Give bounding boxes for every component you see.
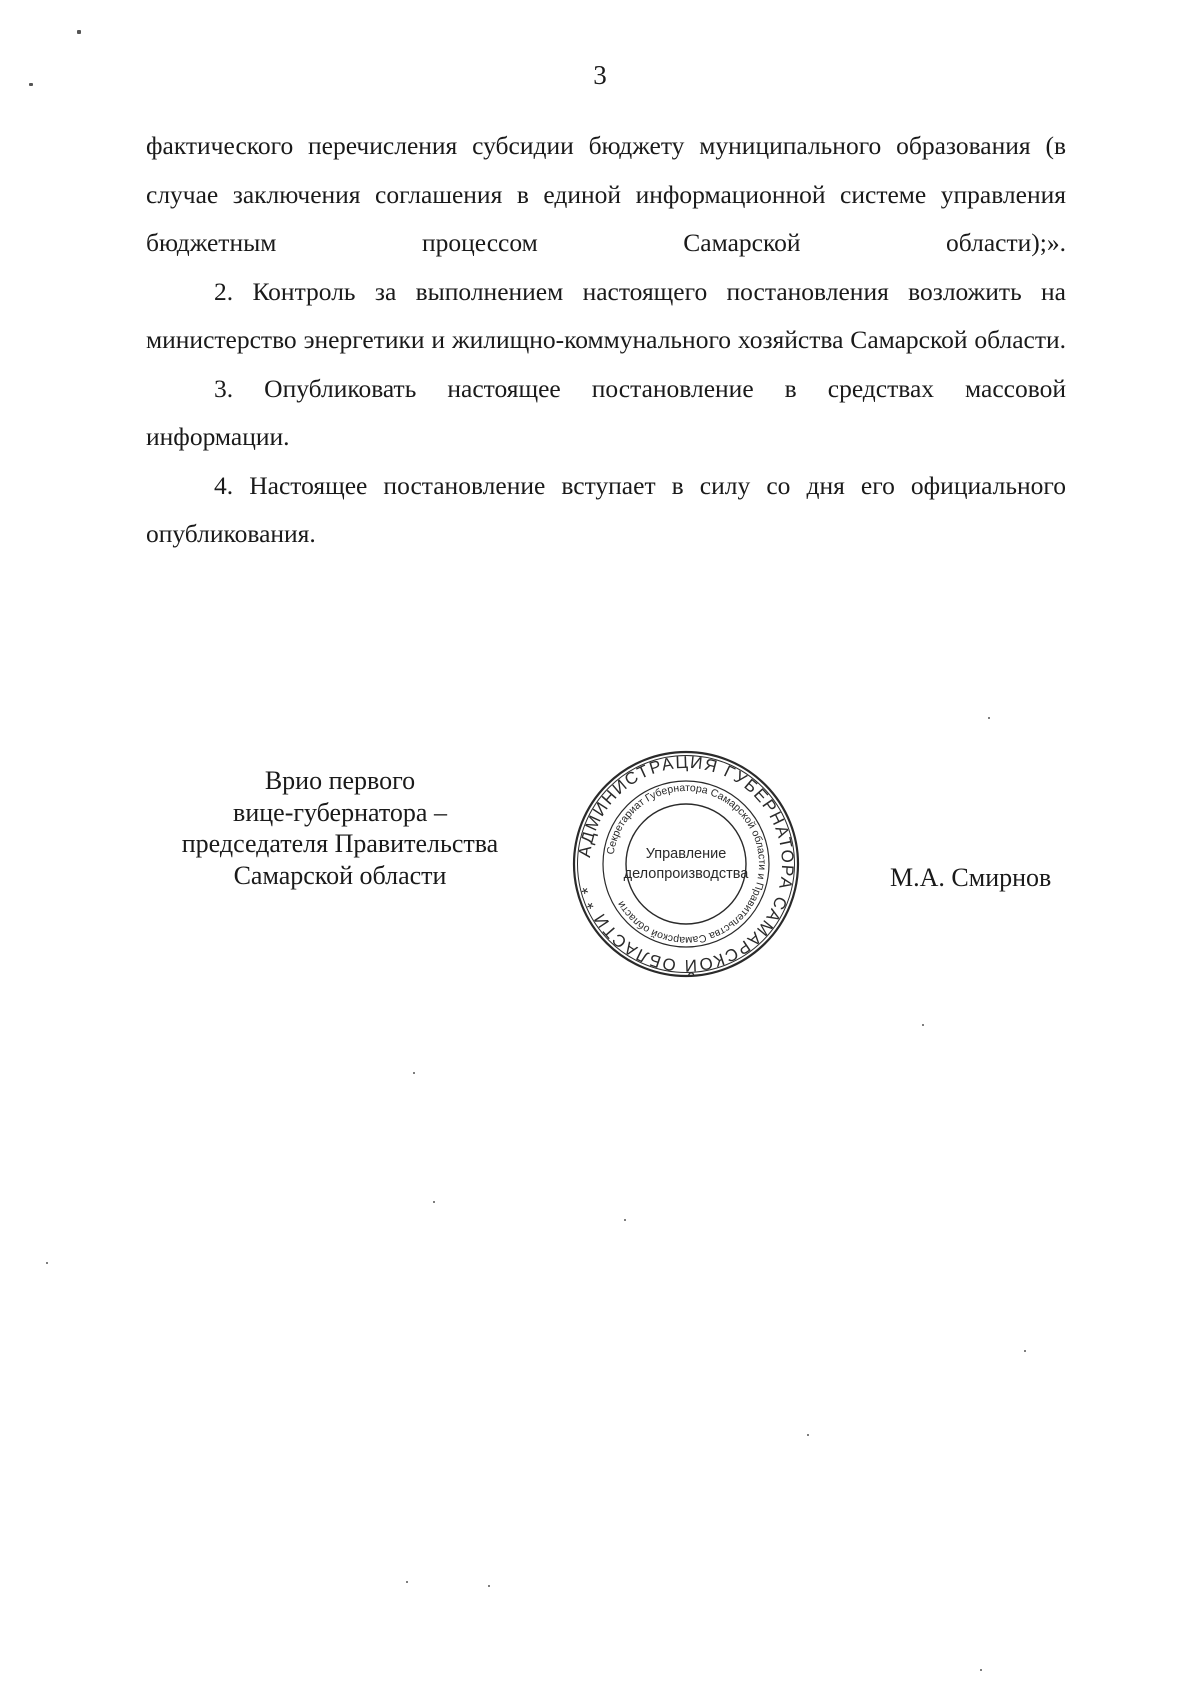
seal-center-line-2: делопроизводства (623, 866, 749, 882)
scan-speck (77, 30, 81, 34)
paragraph-4: 4. Настоящее постановление вступает в силу со дня его официального опубликования. (146, 470, 1066, 548)
page-number: 3 (593, 60, 607, 90)
signatory-position-line: председателя Правительства (181, 829, 499, 858)
scan-speck (29, 83, 33, 86)
scan-speck (807, 1434, 809, 1436)
seal-outer-text: АДМИНИСТРАЦИЯ ГУБЕРНАТОРА САМАРСКОЙ ОБЛАСТИ * * (575, 752, 798, 976)
seal-stamp-graphic (566, 744, 806, 984)
scan-speck (46, 1262, 48, 1264)
signatory-position-line: Врио первого (264, 766, 416, 795)
scan-speck (1024, 1350, 1026, 1352)
official-seal (566, 744, 806, 984)
signatory-position (140, 765, 540, 891)
paragraph-3: 3. Опубликовать настоящее постановление в средствах массовой информации. (146, 373, 1066, 451)
signatory-position-line: Самарской области (233, 860, 447, 890)
scan-speck (624, 1219, 626, 1221)
scan-speck (980, 1669, 982, 1671)
seal-center-line-1: Управление (645, 846, 727, 862)
scan-speck (922, 1024, 924, 1026)
scan-speck (433, 1201, 435, 1203)
signatory-position-line: вице-губернатора – (233, 797, 447, 827)
signatory-name: М.А. Смирнов (890, 863, 1052, 892)
seal-inner-text: Секретариат Губернатора Самарской области и Правительства Самарской области (604, 781, 769, 947)
scan-speck (406, 1581, 408, 1583)
paragraph-2: 2. Контроль за выполнением настоящего постановления возложить на министерство энергетики и жилищно-коммунального хозяйства Самарской области. (146, 276, 1066, 354)
paragraph-continuation: фактического перечисления субсидии бюджету муниципального образования (в случае заключения соглашения в единой информационной системе управления бюджетным процессом Самарской области);». (146, 131, 1066, 257)
scan-speck (413, 1072, 415, 1074)
document-body (146, 122, 1066, 559)
scan-speck (488, 1585, 490, 1587)
scan-speck (988, 717, 990, 719)
